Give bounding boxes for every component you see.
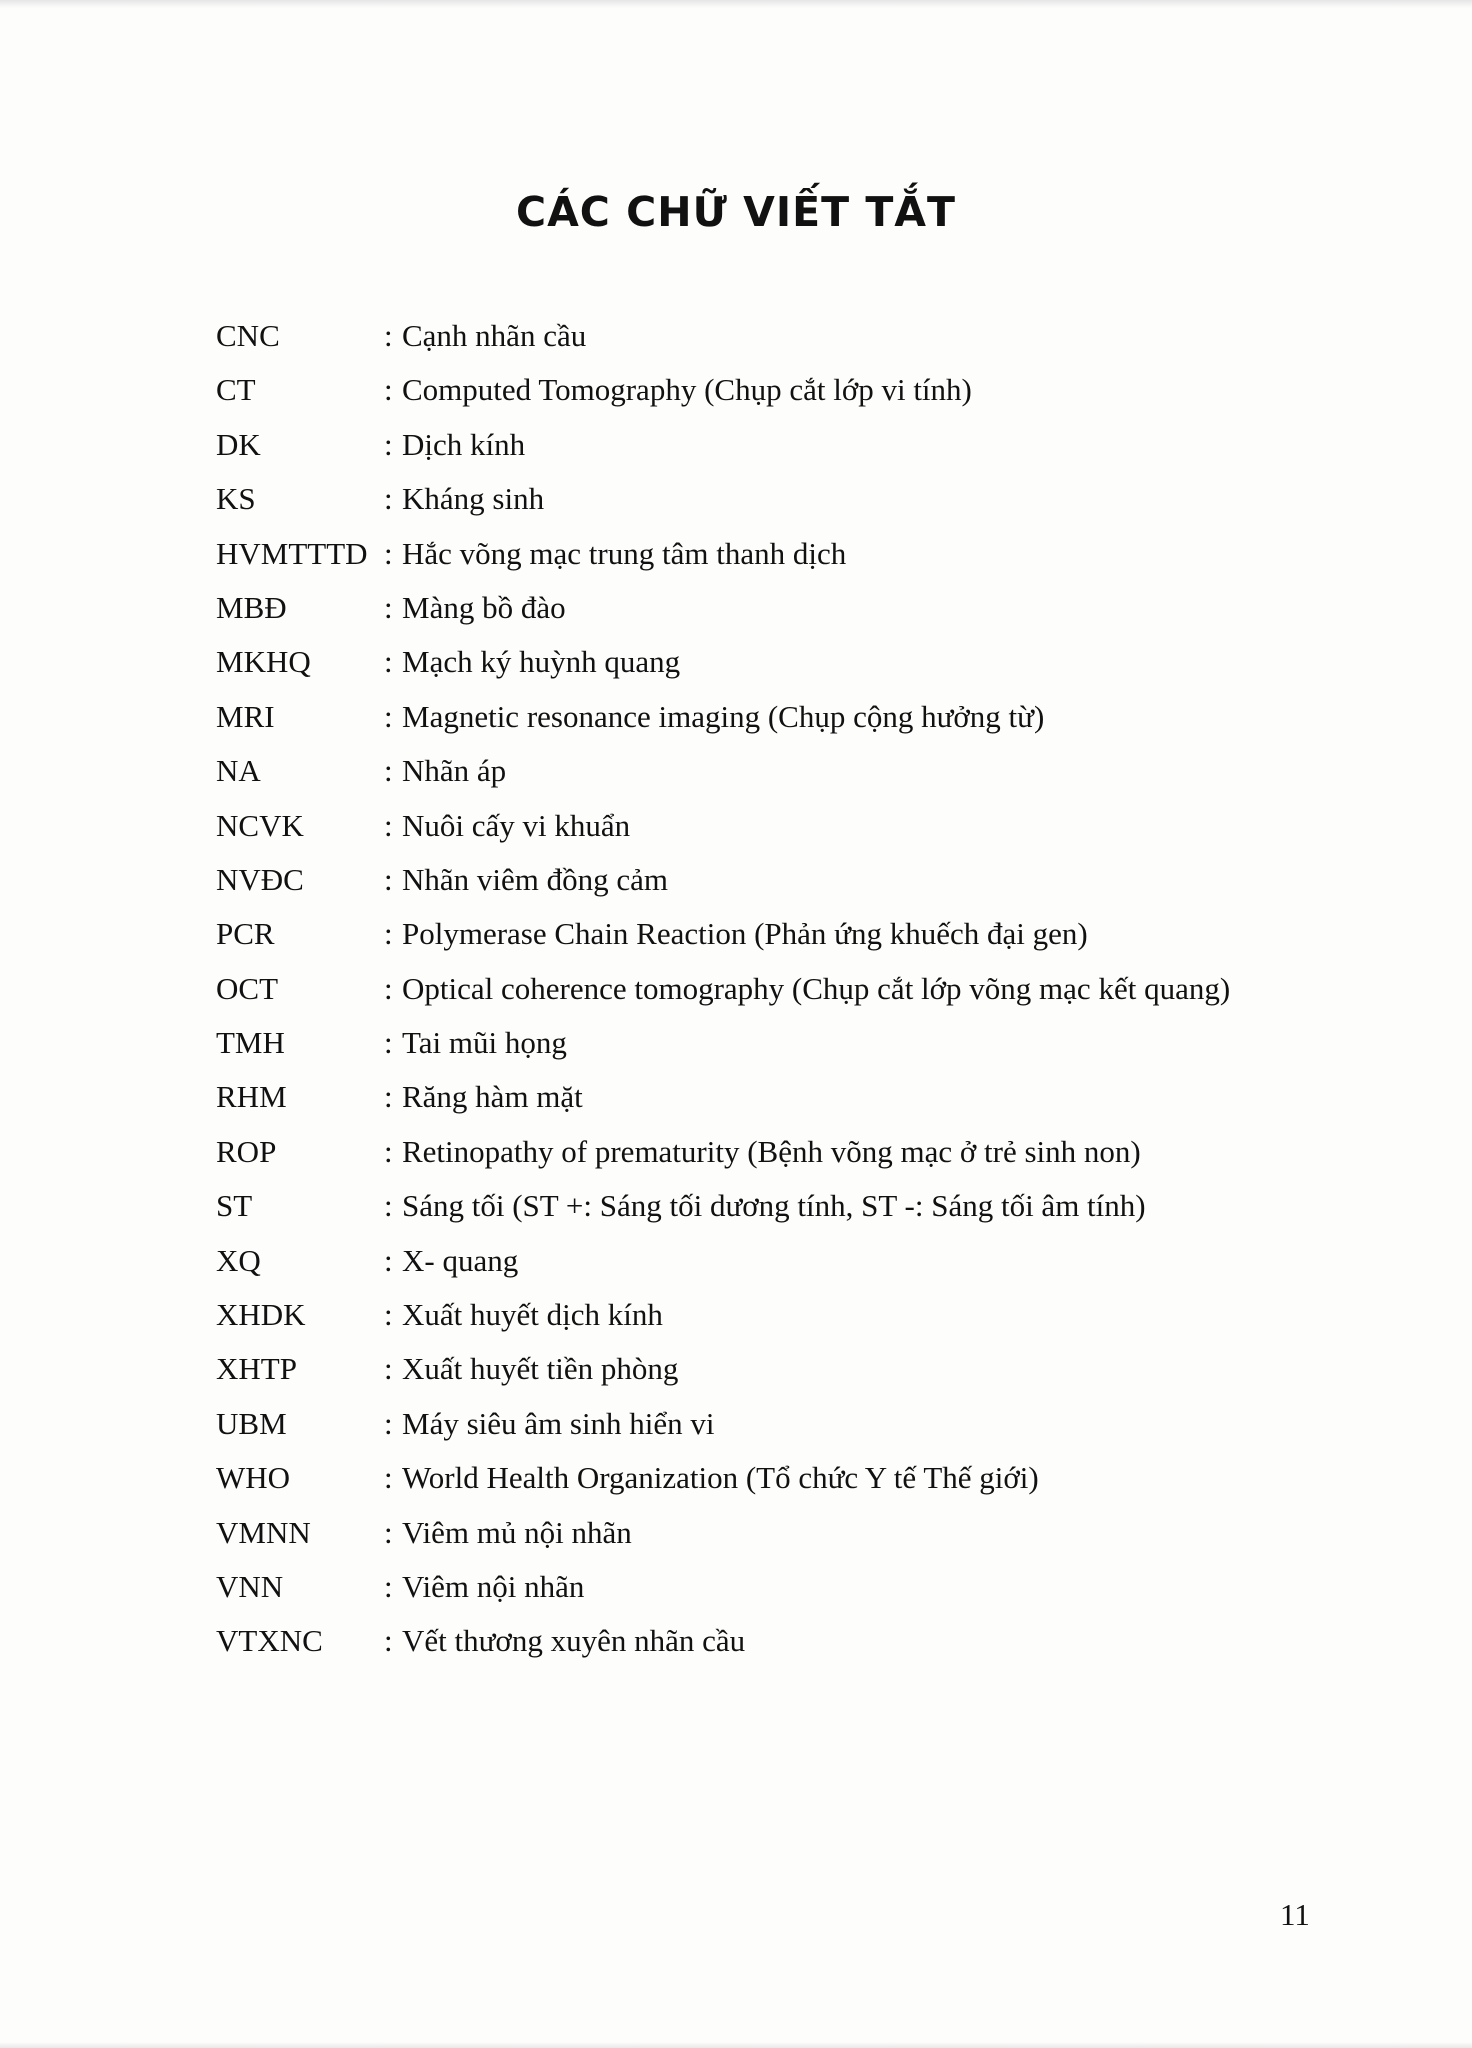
abbreviation-definition: Màng bồ đào [402,589,566,625]
abbreviation-row [216,1243,1416,1297]
abbreviation-separator: : [384,318,393,353]
abbreviation-list [216,318,1416,1678]
abbreviation-code: WHO [216,1460,291,1496]
abbreviation-row [216,372,1416,426]
abbreviation-definition: Xuất huyết tiền phòng [402,1351,679,1387]
abbreviation-code: UBM [216,1405,287,1441]
abbreviation-row [216,1406,1416,1460]
abbreviation-definition: Nuôi cấy vi khuẩn [402,807,631,843]
page-number: 11 [1280,1897,1310,1932]
abbreviation-separator: : [384,1623,393,1659]
page-title: CÁC CHỮ VIẾT TẮT [515,188,956,236]
abbreviation-code: PCR [216,916,275,952]
abbreviation-definition: Máy siêu âm sinh hiển vi [402,1405,715,1441]
abbreviation-definition: Dịch kính [402,426,526,462]
abbreviation-separator: : [384,1188,393,1224]
abbreviation-separator: : [384,698,393,734]
abbreviation-definition: World Health Organization (Tổ chức Y tế Thế giới) [402,1460,1039,1496]
abbreviation-separator: : [384,1297,393,1333]
abbreviation-separator: : [384,1568,393,1604]
abbreviation-separator: : [384,426,393,462]
abbreviation-row [216,536,1416,590]
abbreviation-separator: : [384,1460,393,1496]
abbreviation-row [216,590,1416,644]
abbreviation-separator: : [384,1079,393,1115]
abbreviation-separator: : [384,644,393,680]
abbreviation-definition: Magnetic resonance imaging (Chụp cộng hưởng từ) [402,698,1045,734]
abbreviation-row [216,427,1416,481]
abbreviation-separator: : [384,589,393,625]
abbreviation-code: VMNN [216,1514,311,1550]
abbreviation-code: CT [216,372,256,408]
abbreviation-row [216,1297,1416,1351]
abbreviation-definition: Polymerase Chain Reaction (Phản ứng khuếch đại gen) [402,916,1088,952]
abbreviation-row [216,1351,1416,1405]
abbreviation-definition: Viêm mủ nội nhãn [402,1514,632,1550]
abbreviation-code: MKHQ [216,644,311,680]
abbreviation-row [216,1623,1416,1677]
abbreviation-code: NVĐC [216,861,304,897]
abbreviation-separator: : [384,753,393,789]
abbreviation-code: HVMTTTD [216,535,368,571]
abbreviation-code: TMH [216,1025,285,1061]
abbreviation-row [216,808,1416,862]
abbreviation-code: RHM [216,1079,287,1115]
abbreviation-separator: : [384,916,393,952]
abbreviation-row [216,1079,1416,1133]
abbreviation-separator: : [384,1133,393,1169]
abbreviation-definition: Hắc võng mạc trung tâm thanh dịch [402,535,847,571]
abbreviation-code: OCT [216,970,278,1006]
abbreviation-definition: Viêm nội nhãn [402,1568,585,1604]
abbreviation-row [216,481,1416,535]
abbreviation-definition: Computed Tomography (Chụp cắt lớp vi tính) [402,372,972,408]
abbreviation-row [216,1134,1416,1188]
abbreviation-code: CNC [216,318,280,353]
abbreviation-code: DK [216,426,261,462]
abbreviation-code: XQ [216,1242,261,1278]
abbreviation-definition: Mạch ký huỳnh quang [402,644,681,680]
abbreviation-definition: Cạnh nhãn cầu [402,318,587,353]
abbreviation-definition: Retinopathy of prematurity (Bệnh võng mạc ở trẻ sinh non) [402,1133,1141,1169]
abbreviation-definition: X- quang [402,1242,519,1278]
abbreviation-row [216,699,1416,753]
abbreviation-row [216,1188,1416,1242]
abbreviation-separator: : [384,1351,393,1387]
abbreviation-code: XHTP [216,1351,297,1387]
abbreviation-definition: Xuất huyết dịch kính [402,1297,663,1333]
abbreviation-row [216,916,1416,970]
scan-top-edge [0,0,1472,8]
abbreviation-code: NA [216,753,261,789]
abbreviation-separator: : [384,807,393,843]
abbreviation-row [216,753,1416,807]
abbreviation-definition: Sáng tối (ST +: Sáng tối dương tính, ST -: Sáng tối âm tính) [402,1188,1146,1224]
abbreviation-separator: : [384,372,393,408]
abbreviation-code: XHDK [216,1297,306,1333]
abbreviation-definition: Kháng sinh [402,481,545,517]
abbreviation-row [216,862,1416,916]
abbreviation-definition: Nhãn viêm đồng cảm [402,861,669,897]
abbreviation-definition: Vết thương xuyên nhãn cầu [402,1623,746,1659]
abbreviation-separator: : [384,481,393,517]
abbreviation-code: VNN [216,1568,284,1604]
abbreviation-code: KS [216,481,256,517]
abbreviation-code: MBĐ [216,589,287,625]
abbreviation-separator: : [384,535,393,571]
abbreviation-row [216,1025,1416,1079]
abbreviation-code: ST [216,1188,253,1224]
abbreviation-code: MRI [216,698,275,734]
abbreviation-row [216,644,1416,698]
abbreviation-separator: : [384,1242,393,1278]
abbreviation-separator: : [384,970,393,1006]
abbreviation-definition: Tai mũi họng [402,1025,567,1061]
abbreviation-row [216,1569,1416,1623]
abbreviation-separator: : [384,1025,393,1061]
abbreviation-code: NCVK [216,807,304,843]
abbreviation-definition: Optical coherence tomography (Chụp cắt lớp võng mạc kết quang) [402,970,1231,1006]
abbreviation-row [216,318,1416,372]
abbreviation-separator: : [384,861,393,897]
abbreviation-row [216,1460,1416,1514]
abbreviation-row [216,971,1416,1025]
abbreviation-separator: : [384,1514,393,1550]
abbreviation-definition: Nhãn áp [402,753,507,789]
scan-bottom-edge [0,2042,1472,2048]
abbreviation-definition: Răng hàm mặt [402,1079,583,1115]
abbreviation-code: ROP [216,1133,277,1169]
abbreviation-code: VTXNC [216,1623,323,1659]
abbreviation-row [216,1515,1416,1569]
abbreviation-separator: : [384,1405,393,1441]
